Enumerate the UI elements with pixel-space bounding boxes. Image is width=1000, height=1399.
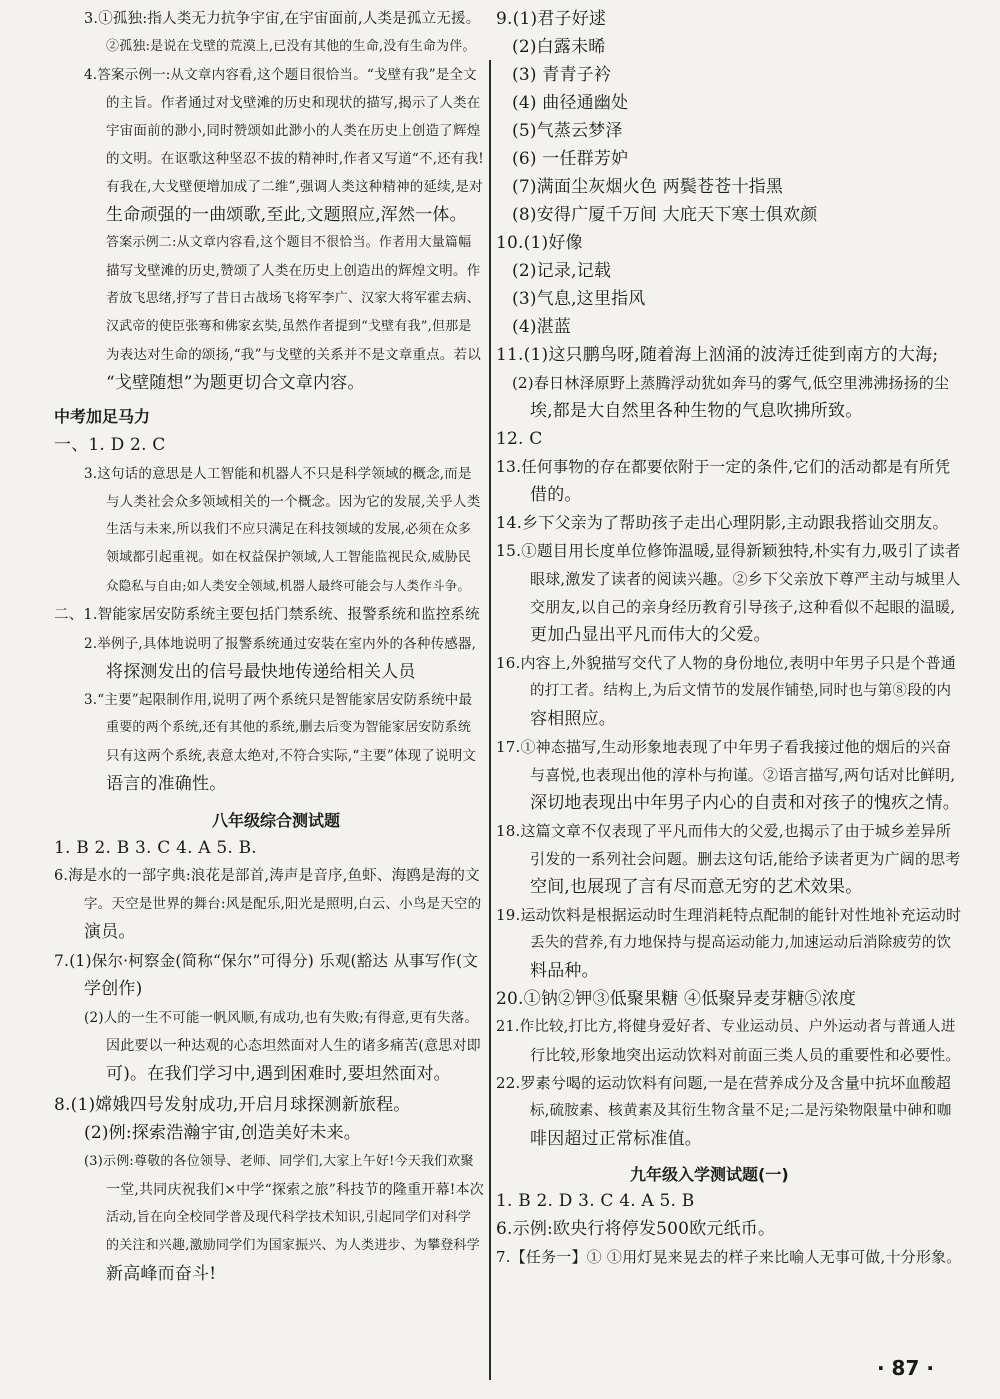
text-line: 生活与未来,所以我们不应只满足在科技领域的发展,必须在众多 bbox=[106, 522, 472, 537]
text-line: 2.举例子,具体地说明了报警系统通过安装在室内外的各种传感器, bbox=[84, 636, 477, 652]
text-line: 17.①神态描写,生动形象地表现了中年男子看我接过他的烟后的兴奋 bbox=[496, 738, 952, 756]
text-line: (4) 曲径通幽处 bbox=[512, 93, 629, 113]
text-line: 21.作比较,打比方,将健身爱好者、专业运动员、户外运动者与普通人进 bbox=[496, 1019, 956, 1035]
text-line: (4)湛蓝 bbox=[512, 317, 572, 337]
text-line: 10.(1)好像 bbox=[496, 233, 583, 253]
text-line: 22.罗素兮喝的运动饮料有问题,一是在营养成分及含量中抗坏血酸超 bbox=[496, 1074, 952, 1092]
page-number: · 87 · bbox=[877, 1356, 934, 1380]
right-column bbox=[494, 0, 964, 1399]
text-line: 交朋友,以自己的亲身经历教育引导孩子,这种看似不起眼的温暖, bbox=[530, 598, 956, 616]
text-line: 答案示例二:从文章内容看,这个题目不很恰当。作者用大量篇幅 bbox=[106, 235, 472, 250]
text-line: 19.运动饮料是根据运动时生理消耗特点配制的能针对性地补充运动时 bbox=[496, 906, 962, 924]
text-line: (7)满面尘灰烟火色 两鬓苍苍十指黑 bbox=[512, 177, 784, 197]
text-line: 3.“主要”起限制作用,说明了两个系统只是智能家居安防系统中最 bbox=[84, 692, 473, 708]
text-line: 的主旨。作者通过对戈壁滩的历史和现状的描写,揭示了人类在 bbox=[106, 95, 481, 111]
text-line: 1. B 2. D 3. C 4. A 5. B bbox=[496, 1191, 695, 1211]
text-line: 丢失的营养,有力地保持与提高运动能力,加速运动后消除疲劳的饮 bbox=[530, 935, 952, 951]
text-line: 料品种。 bbox=[530, 961, 599, 981]
text-line: 更加凸显出平凡而伟大的父爱。 bbox=[530, 625, 771, 645]
text-line: 容相照应。 bbox=[530, 709, 616, 729]
text-line: 为表达对生命的颂扬,“我”与戈壁的关系并不是文章重点。若以 bbox=[106, 347, 481, 363]
text-line: 20.①钠②钾③低聚果糖 ④低聚异麦芽糖⑤浓度 bbox=[496, 989, 857, 1009]
section-heading: 九年级入学测试题(一) bbox=[630, 1165, 789, 1184]
text-line: 将探测发出的信号最快地传递给相关人员 bbox=[106, 662, 416, 682]
text-line: 标,硫胺素、核黄素及其衍生物含量不足;二是污染物限量中砷和咖 bbox=[530, 1103, 952, 1119]
text-line: 18.这篇文章不仅表现了平凡而伟大的父爱,也揭示了由于城乡差异所 bbox=[496, 822, 952, 840]
section-heading: 中考加足马力 bbox=[54, 407, 151, 426]
text-line: 一堂,共同庆祝我们×中学“探索之旅”科技节的隆重开幕!本次 bbox=[106, 1182, 484, 1198]
text-line: 的文明。在讴歌这种坚忍不拔的精神时,作者又写道“不,还有我! bbox=[106, 151, 484, 167]
text-line: 生命顽强的一曲颂歌,至此,文题照应,浑然一体。 bbox=[106, 205, 467, 225]
text-line: 行比较,形象地突出运动饮料对前面三类人员的重要性和必要性。 bbox=[530, 1046, 961, 1064]
text-line: 3.①孤独:指人类无力抗争宇宙,在宇宙面前,人类是孤立无援。 bbox=[84, 11, 481, 27]
text-line: 的打工者。结构上,为后文情节的发展作铺垫,同时也与第⑧段的内 bbox=[530, 683, 952, 699]
text-line: ②孤独:是说在戈壁的荒漠上,已没有其他的生命,没有生命为伴。 bbox=[106, 39, 476, 54]
text-line: 二、1.智能家居安防系统主要包括门禁系统、报警系统和监控系统 bbox=[54, 607, 480, 623]
text-line: 15.①题目用长度单位修饰温暖,显得新颖独特,朴实有力,吸引了读者 bbox=[496, 542, 961, 560]
text-line: 8.(1)嫦娥四号发射成功,开启月球探测新旅程。 bbox=[54, 1095, 411, 1115]
text-line: 空间,也展现了言有尽而意无穷的艺术效果。 bbox=[530, 877, 863, 897]
column-divider bbox=[489, 60, 491, 1380]
text-line: 12. C bbox=[496, 429, 543, 449]
text-line: (2)例:探索浩瀚宇宙,创造美好未来。 bbox=[84, 1123, 362, 1143]
text-line: 1. B 2. B 3. C 4. A 5. B. bbox=[54, 838, 257, 858]
text-line: 语言的准确性。 bbox=[106, 774, 227, 794]
text-line: 7.【任务一】① ①用灯晃来晃去的样子来比喻人无事可做,十分形象。 bbox=[496, 1248, 962, 1266]
text-line: 16.内容上,外貌描写交代了人物的身份地位,表明中年男子只是个普通 bbox=[496, 654, 956, 672]
text-line: 宇宙面前的渺小,同时赞颂如此渺小的人类在历史上创造了辉煌 bbox=[106, 123, 481, 139]
text-line: 一、1. D 2. C bbox=[54, 435, 166, 455]
text-line: (2)春日林泽原野上蒸腾浮动犹如奔马的雾气,低空里沸沸扬扬的尘 bbox=[512, 374, 950, 392]
text-line: (2)人的一生不可能一帆风顺,有成功,也有失败;有得意,更有失落。 bbox=[84, 1010, 479, 1026]
text-line: 眼球,激发了读者的阅读兴趣。②乡下父亲放下尊严主动与城里人 bbox=[530, 570, 961, 588]
text-line: 14.乡下父亲为了帮助孩子走出心理阴影,主动跟我搭讪交朋友。 bbox=[496, 513, 949, 532]
text-line: 11.(1)这只鹏鸟呀,随着海上汹涌的波涛迁徙到南方的大海; bbox=[496, 345, 939, 365]
text-line: 借的。 bbox=[530, 485, 582, 505]
text-line: 3.这句话的意思是人工智能和机器人不只是科学领域的概念,而是 bbox=[84, 466, 472, 482]
text-line: 6.示例:欧央行将停发500欧元纸币。 bbox=[496, 1219, 776, 1239]
text-line: 与人类社会众多领域相关的一个概念。因为它的发展,关乎人类 bbox=[106, 494, 481, 510]
text-line: 啡因超过正常标准值。 bbox=[530, 1129, 702, 1149]
text-line: (5)气蒸云梦泽 bbox=[512, 121, 623, 141]
text-line: 与喜悦,也表现出他的淳朴与拘谨。②语言描写,两句话对比鲜明, bbox=[530, 766, 956, 784]
text-line: 者放飞思绪,抒写了昔日古战场飞将军李广、汉家大将军霍去病、 bbox=[106, 291, 480, 306]
text-line: 7.(1)保尔·柯察金(简称“保尔”可得分) 乐观(豁达 从事写作(文 bbox=[54, 952, 479, 970]
text-line: 的关注和兴趣,激励同学们为国家振兴、为人类进步、为攀登科学 bbox=[106, 1238, 480, 1253]
text-line: 领域都引起重视。如在权益保护领域,人工智能监视民众,威胁民 bbox=[106, 550, 472, 565]
text-line: 埃,都是大自然里各种生物的气息吹拂所致。 bbox=[530, 401, 863, 421]
text-line: 重要的两个系统,还有其他的系统,删去后变为智能家居安防系统 bbox=[106, 720, 472, 735]
text-line: 字。天空是世界的舞台:风是配乐,阳光是照明,白云、小鸟是天空的 bbox=[84, 896, 482, 912]
text-line: 9.(1)君子好逑 bbox=[496, 9, 607, 29]
text-line: 汉武帝的使臣张骞和佛家玄奘,虽然作者提到“戈壁有我”,但那是 bbox=[106, 319, 472, 334]
text-line: 只有这两个系统,表意太绝对,不符合实际,“主要”体现了说明文 bbox=[106, 748, 477, 764]
text-line: 6.海是水的一部字典:浪花是部首,涛声是音序,鱼虾、海鸥是海的文 bbox=[54, 868, 480, 884]
text-line: (3) 青青子衿 bbox=[512, 65, 612, 85]
section-heading: 八年级综合测试题 bbox=[212, 811, 341, 830]
text-line: 引发的一系列社会问题。删去这句话,能给予读者更为广阔的思考 bbox=[530, 850, 961, 868]
text-line: 描写戈壁滩的历史,赞颂了人类在历史上创造出的辉煌文明。作 bbox=[106, 263, 481, 279]
text-line: 有我在,大戈壁便增加成了二维”,强调人类这种精神的延续,是对 bbox=[106, 179, 483, 195]
text-line: 活动,旨在向全校同学普及现代科学技术知识,引起同学们对科学 bbox=[106, 1210, 472, 1225]
left-column bbox=[46, 0, 486, 1399]
text-line: 学创作) bbox=[84, 979, 143, 999]
text-line: 可)。在我们学习中,遇到困难时,要坦然面对。 bbox=[106, 1064, 451, 1084]
text-line: 众隐私与自由;如人类安全领域,机器人最终可能会与人类作斗争。 bbox=[106, 578, 471, 593]
text-line: (3)气息,这里指风 bbox=[512, 289, 646, 309]
text-line: 深切地表现出中年男子内心的自责和对孩子的愧疚之情。 bbox=[530, 793, 960, 813]
text-line: 4.答案示例一:从文章内容看,这个题目很恰当。“戈壁有我”是全文 bbox=[84, 67, 477, 83]
text-line: 新高峰而奋斗! bbox=[106, 1264, 217, 1284]
text-line: 演员。 bbox=[84, 922, 136, 942]
text-line: “戈壁随想”为题更切合文章内容。 bbox=[106, 373, 365, 393]
text-line: 13.任何事物的存在都要依附于一定的条件,它们的活动都是有所凭 bbox=[496, 458, 951, 476]
text-line: 因此要以一种达观的心态坦然面对人生的诸多痛苦(意思对即 bbox=[106, 1038, 481, 1054]
text-line: (6) 一任群芳妒 bbox=[512, 149, 629, 169]
text-line: (8)安得广厦千万间 大庇天下寒士俱欢颜 bbox=[512, 205, 818, 225]
text-line: (2)记录,记载 bbox=[512, 261, 612, 281]
text-line: (3)示例:尊敬的各位领导、老师、同学们,大家上午好!今天我们欢聚 bbox=[84, 1154, 474, 1169]
text-line: (2)白露未晞 bbox=[512, 37, 606, 57]
